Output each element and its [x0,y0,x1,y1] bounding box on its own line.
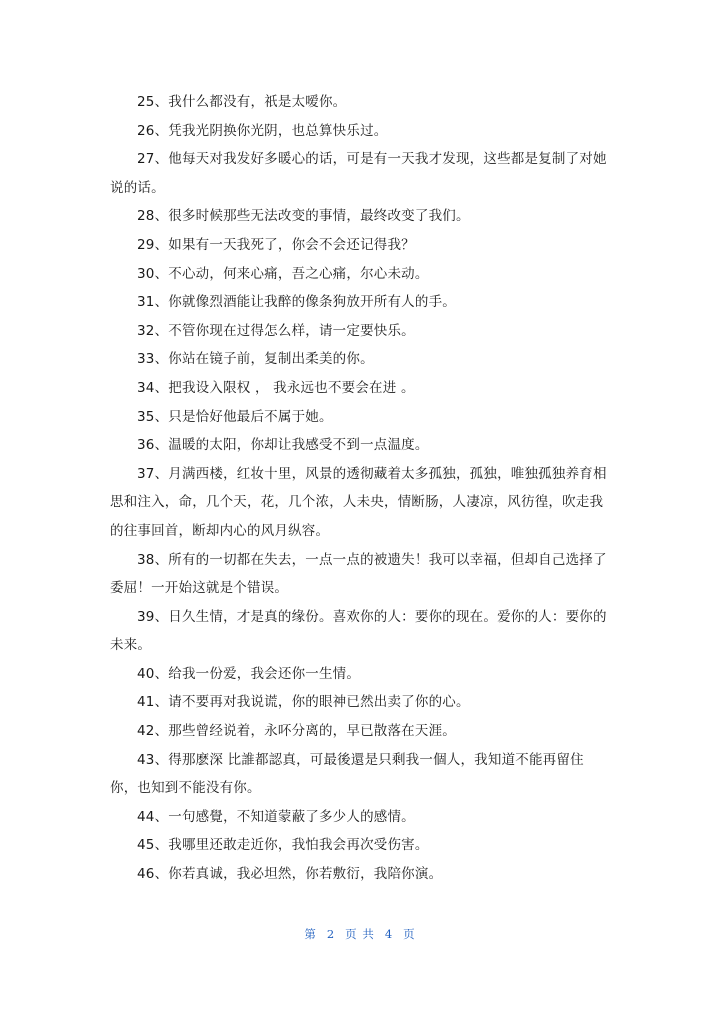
paragraph: 25、我什么都没有，祇是太嗳你。 [137,94,347,110]
footer-suffix: 页 [403,927,416,941]
paragraph: 40、给我一份爱，我会还你一生情。 [137,665,361,682]
footer-total-pages: 4 [384,927,394,941]
paragraph: 31、你就像烈酒能让我醉的像条狗放开所有人的手。 [137,294,456,311]
paragraph: 44、一句感覺，不知道蒙蔽了多少人的感情。 [137,808,415,825]
paragraph: 37、月满西楼，红妆十里，风景的透彻藏着太多孤独，孤独，唯独孤独养育相思和注入，命，几个天，花，几个浓，人未央，情断肠，人凄凉，风彷徨，吹走我的往事回首，断却内心的风月纵容。 [110,465,607,539]
paragraph: 35、只是恰好他最后不属于她。 [137,408,333,425]
paragraph: 41、请不要再对我说谎，你的眼神已然出卖了你的心。 [137,694,470,711]
paragraph: 36、温暖的太阳，你却让我感受不到一点温度。 [137,437,429,454]
paragraph: 28、很多时候那些无法改变的事情，最终改变了我们。 [137,208,470,225]
paragraph: 46、你若真诚，我必坦然，你若敷衍，我陪你演。 [137,866,443,883]
paragraph: 34、把我设入限权 ， 我永远也不要会在进 。 [137,379,415,396]
paragraph: 33、你站在镜子前，复制出柔美的你。 [137,351,374,368]
paragraph: 45、我哪里还敢走近你，我怕我会再次受伤害。 [137,837,429,854]
paragraph: 39、日久生情，才是真的缘份。喜欢你的人：要你的现在。爱你的人：要你的未来。 [110,608,607,654]
footer-prefix: 第 [304,927,317,941]
paragraph: 26、凭我光阴换你光阴，也总算快乐过。 [137,122,388,139]
paragraph: 42、那些曾经说着，永吥分离的，早已散落在天涯。 [137,723,456,740]
footer-current-page: 2 [326,927,336,941]
paragraph: 38、所有的一切都在失去，一点一点的被遗失！我可以幸福，但却自己选择了委屈！一开始这就是个错误。 [110,551,607,597]
document-body [110,88,610,889]
footer-middle: 页 共 [345,927,375,941]
paragraph: 30、不心动，何来心痛，吾之心痛，尔心未动。 [137,265,429,282]
paragraph: 27、他每天对我发好多暖心的话，可是有一天我才发现，这些都是复制了对她说的话。 [110,151,607,196]
paragraph: 43、得那麽深 比誰都認真，可最後還是只剩我一個人，我知道不能再留住你，也知到不能没有你。 [110,751,584,797]
page-footer [0,926,720,942]
paragraph: 29、如果有一天我死了，你会不会还记得我？ [137,236,415,253]
paragraph: 32、不管你现在过得怎么样，请一定要快乐。 [137,322,415,339]
